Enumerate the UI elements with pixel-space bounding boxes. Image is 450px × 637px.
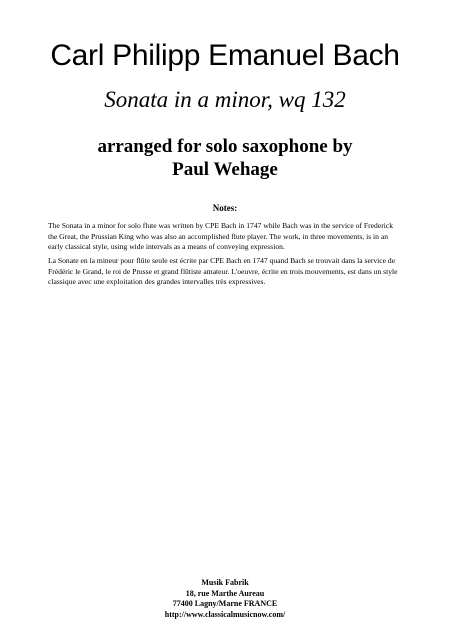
work-title: Sonata in a minor, wq 132 bbox=[104, 87, 346, 112]
notes-paragraph-english: The Sonata in a minor for solo flute was written by CPE Bach in 1747 while Bach was in the service of Frederick the Great, the Prussian King who was also an accomplished flute player. The work, in three movements, is in an early classical style, using wide intervals as a means of conveying expression. bbox=[48, 221, 394, 251]
publisher-block bbox=[0, 578, 450, 620]
notes-heading: Notes: bbox=[212, 203, 238, 213]
publisher-url: http://www.classicalmusicnow.com/ bbox=[164, 609, 286, 619]
publisher-street: 18, rue Marthe Aureau bbox=[185, 588, 265, 598]
composer-name: Carl Philipp Emanuel Bach bbox=[50, 39, 400, 72]
publisher-name: Musik Fabrik bbox=[201, 578, 249, 587]
notes-paragraph-french: La Sonate en la mineur pour flûte seule est écrite par CPE Bach en 1747 quand Bach se trouvait dans la service de Frédéric le Grand, le roi de Prusse et grand flûtiste amateur. L'oeuvre, écrite en trois mouvements, est dans un style classique avec une exploitation des grandes intervalles très expressives. bbox=[48, 256, 398, 286]
publisher-city: 77400 Lagny/Marne FRANCE bbox=[172, 599, 278, 608]
arranger-name: Paul Wehage bbox=[172, 159, 278, 180]
arrangement-line: arranged for solo saxophone by bbox=[97, 136, 353, 157]
